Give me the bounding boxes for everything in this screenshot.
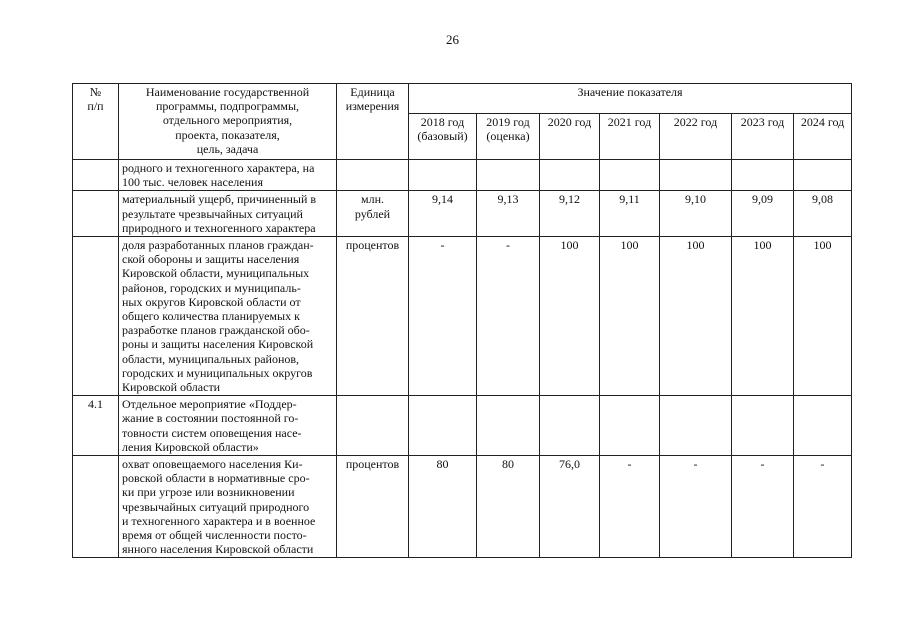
row-number xyxy=(73,191,119,237)
row-name: Отдельное мероприятие «Поддер- жание в состоянии постоянной го- товности систем оповещения насе- ления Кировской области» xyxy=(119,396,337,456)
row-value: 100 xyxy=(794,237,852,396)
table-row xyxy=(73,396,852,456)
row-value xyxy=(409,160,477,191)
row-value: 100 xyxy=(540,237,600,396)
row-unit: процентов xyxy=(337,237,409,396)
row-number: 4.1 xyxy=(73,396,119,456)
row-value xyxy=(660,160,732,191)
header-year-2022: 2022 год xyxy=(660,114,732,160)
row-value: 9,09 xyxy=(732,191,794,237)
row-value xyxy=(540,160,600,191)
row-value xyxy=(660,396,732,456)
table-row xyxy=(73,191,852,237)
row-value xyxy=(600,160,660,191)
row-value: 9,14 xyxy=(409,191,477,237)
row-name: охват оповещаемого населения Ки- ровской области в нормативные сро- ки при угрозе или возникновении чрезвычайных ситуаций природного и техногенного характера и в военное время от общей численности посто- янного населения Кировской области xyxy=(119,456,337,558)
row-value: - xyxy=(477,237,540,396)
row-name: доля разработанных планов граждан- ской обороны и защиты населения Кировской области, муниципальных районов, городских и муниципаль- ных округов Кировской области от общего количества планируемых к разработке планов гражданской обо- роны и защиты населения Кировской области, муниципальных районов, городских и муниципальных округов Кировской области xyxy=(119,237,337,396)
header-year-2024: 2024 год xyxy=(794,114,852,160)
row-number xyxy=(73,237,119,396)
row-value xyxy=(794,396,852,456)
row-value xyxy=(732,396,794,456)
row-value: 76,0 xyxy=(540,456,600,558)
row-value xyxy=(477,396,540,456)
row-value xyxy=(409,396,477,456)
page-number: 26 xyxy=(446,32,459,47)
row-number xyxy=(73,456,119,558)
table-body xyxy=(73,160,852,558)
header-year-2023: 2023 год xyxy=(732,114,794,160)
row-number xyxy=(73,160,119,191)
row-value: 100 xyxy=(660,237,732,396)
row-value: - xyxy=(409,237,477,396)
row-value: 9,12 xyxy=(540,191,600,237)
row-value: 9,11 xyxy=(600,191,660,237)
row-value xyxy=(732,160,794,191)
row-value xyxy=(794,160,852,191)
table-row xyxy=(73,456,852,558)
header-value-group: Значение показателя xyxy=(409,84,852,114)
table-row xyxy=(73,160,852,191)
row-value xyxy=(477,160,540,191)
header-num: № п/п xyxy=(73,84,119,160)
row-value: 80 xyxy=(409,456,477,558)
row-value: 80 xyxy=(477,456,540,558)
row-unit: процентов xyxy=(337,456,409,558)
row-value: 100 xyxy=(732,237,794,396)
row-name: родного и техногенного характера, на 100 тыс. человек населения xyxy=(119,160,337,191)
header-year-2021: 2021 год xyxy=(600,114,660,160)
row-unit xyxy=(337,160,409,191)
row-value: - xyxy=(600,456,660,558)
row-value: - xyxy=(794,456,852,558)
header-name: Наименование государственной программы, подпрограммы, отдельного мероприятия, проекта, показателя, цель, задача xyxy=(119,84,337,160)
row-value: - xyxy=(732,456,794,558)
indicator-table xyxy=(72,83,852,558)
row-value: - xyxy=(660,456,732,558)
row-value xyxy=(540,396,600,456)
row-name: материальный ущерб, причиненный в результате чрезвычайных ситуаций природного и техногенного характера xyxy=(119,191,337,237)
row-value: 9,13 xyxy=(477,191,540,237)
header-year-2019: 2019 год (оценка) xyxy=(477,114,540,160)
row-unit xyxy=(337,396,409,456)
header-year-2018: 2018 год (базовый) xyxy=(409,114,477,160)
row-value: 9,10 xyxy=(660,191,732,237)
header-year-2020: 2020 год xyxy=(540,114,600,160)
row-value xyxy=(600,396,660,456)
table-row xyxy=(73,237,852,396)
header-unit: Единица измерения xyxy=(337,84,409,160)
row-value: 9,08 xyxy=(794,191,852,237)
row-unit: млн. рублей xyxy=(337,191,409,237)
row-value: 100 xyxy=(600,237,660,396)
